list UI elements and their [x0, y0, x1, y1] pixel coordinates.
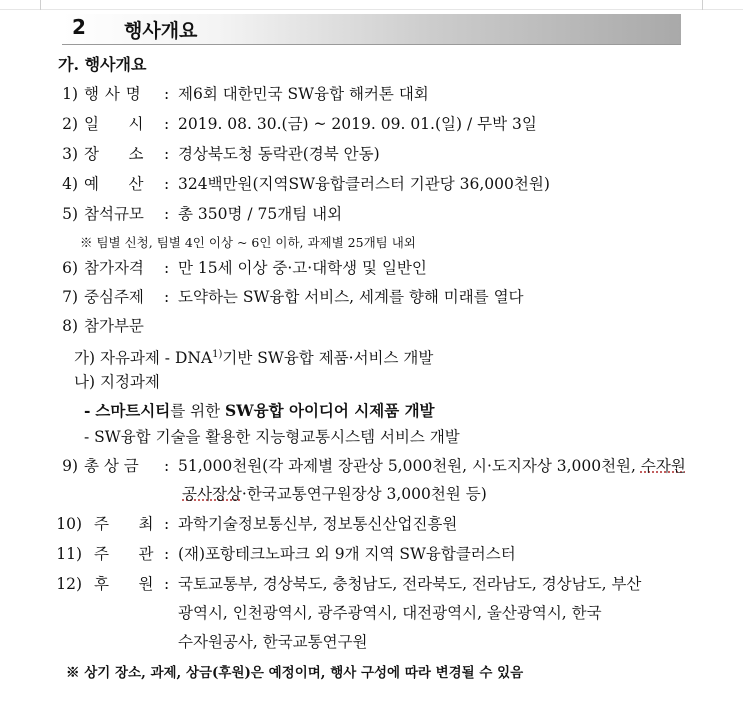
colon: :	[164, 457, 170, 475]
item-value	[178, 456, 686, 476]
assigned-theme-2: - SW융합 기술을 활용한 지능형교통시스템 서비스 개발	[84, 428, 460, 446]
item-label: 총 상 금	[84, 457, 139, 475]
category-text: 지정과제	[99, 373, 160, 391]
prize-text: ·한국교통연구원장상 3,000천원 등)	[241, 485, 487, 503]
footnote-ref: 1)	[212, 349, 223, 360]
item-label: 중심주제	[84, 288, 144, 306]
item-number: 6)	[62, 259, 78, 277]
item-sponsor-cont-1: 광역시, 인천광역시, 광주광역시, 대전광역시, 울산광역시, 한국	[178, 604, 602, 622]
section-number: 2	[72, 15, 86, 39]
item-number: 11)	[56, 545, 82, 563]
item-label: 주 최	[94, 515, 154, 533]
item-number: 3)	[62, 145, 78, 163]
item-number: 8)	[62, 317, 78, 335]
item-label: 행 사 명	[84, 85, 142, 103]
item-number: 9)	[62, 457, 78, 475]
item-number: 1)	[62, 85, 78, 103]
item-number: 10)	[56, 515, 82, 533]
category-rest: 기반 SW융합 제품·서비스 개발	[222, 349, 434, 368]
prize-text: 51,000천원(각 과제별 장관상 5,000천원, 시·도지자상 3,000천원,	[178, 457, 641, 475]
page-top-edge	[0, 9, 743, 10]
section-header	[62, 14, 681, 45]
colon: :	[164, 145, 170, 163]
colon: :	[164, 575, 170, 593]
team-note: ※ 팀별 신청, 팀별 4인 이상 ~ 6인 이하, 과제별 25개팀 내외	[80, 235, 416, 250]
category-free	[74, 345, 433, 368]
page-corner-mark-left	[40, 0, 41, 10]
item-value: (재)포항테크노파크 외 9개 지역 SW융합클러스터	[178, 545, 516, 563]
item-number: 4)	[62, 175, 78, 193]
item-number: 5)	[62, 205, 78, 223]
item-label: 장 소	[84, 145, 144, 163]
colon: :	[164, 175, 170, 193]
item-sponsor-cont-2: 수자원공사, 한국교통연구원	[178, 633, 368, 651]
colon: :	[164, 85, 170, 103]
colon: :	[164, 288, 170, 306]
item-number: 7)	[62, 288, 78, 306]
item-label: 참가부문	[84, 317, 144, 335]
item-label: 후 원	[94, 575, 154, 593]
item-label: 참가자격	[84, 259, 144, 277]
item-value: 과학기술정보통신부, 정보통신산업진흥원	[178, 515, 458, 533]
item-number: 2)	[62, 115, 78, 133]
item-value: 국토교통부, 경상북도, 충청남도, 전라북도, 전라남도, 경상남도, 부산	[178, 575, 642, 593]
theme-bold-part: SW융합 아이디어 시제품 개발	[225, 401, 435, 420]
item-label: 주 관	[94, 545, 154, 563]
sub-heading: 가. 행사개요	[58, 55, 147, 74]
item-value: 324백만원(지역SW융합클러스터 기관당 36,000천원)	[178, 175, 550, 193]
colon: :	[164, 115, 170, 133]
item-label: 일 시	[84, 115, 144, 133]
section-title: 행사개요	[124, 20, 198, 42]
category-assigned	[74, 372, 160, 392]
prize-text-underlined: 공사장상	[182, 485, 242, 503]
item-value: 제6회 대한민국 SW융합 해커톤 대회	[178, 85, 429, 103]
theme-normal-part: 를 위한	[170, 402, 226, 420]
item-prize-cont	[182, 484, 487, 504]
item-value: 2019. 08. 30.(금) ~ 2019. 09. 01.(일) / 무박 3일	[178, 115, 537, 133]
item-value: 총 350명 / 75개팀 내외	[178, 205, 343, 223]
colon: :	[164, 515, 170, 533]
item-number: 12)	[56, 575, 82, 593]
dash: -	[84, 401, 91, 420]
item-value: 경상북도청 동락관(경북 안동)	[178, 145, 380, 163]
item-value: 만 15세 이상 중·고·대학생 및 일반인	[178, 259, 427, 277]
theme-bold-part: 스마트시티	[95, 401, 171, 420]
footnote-notice: ※ 상기 장소, 과제, 상금(후원)은 예정이며, 행사 구성에 따라 변경될 수 있음	[66, 665, 524, 681]
item-label: 참석규모	[84, 205, 144, 223]
page-corner-mark-right	[702, 0, 703, 10]
item-value: 도약하는 SW융합 서비스, 세계를 향해 미래를 열다	[178, 288, 524, 306]
category-text: 자유과제 - DNA	[99, 349, 213, 368]
category-prefix: 나)	[74, 373, 96, 391]
category-prefix: 가)	[74, 349, 96, 368]
assigned-theme-1	[84, 401, 435, 421]
colon: :	[164, 545, 170, 563]
prize-text-underlined: 수자원	[640, 457, 686, 475]
item-label: 예 산	[84, 175, 144, 193]
colon: :	[164, 259, 170, 277]
colon: :	[164, 205, 170, 223]
